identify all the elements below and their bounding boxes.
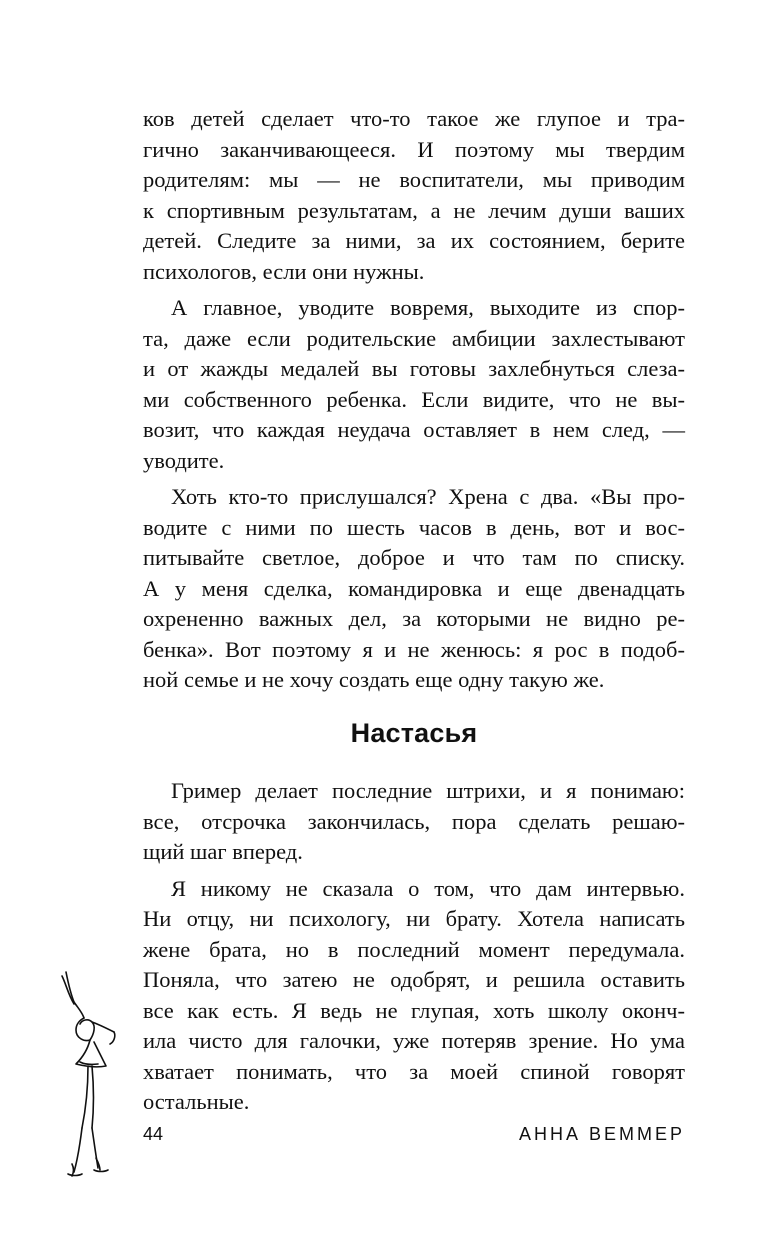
author-name: АННА ВЕММЕР — [518, 1124, 685, 1144]
paragraph — [143, 776, 685, 868]
text-line: ной семье и не хочу создать еще одну такую же. — [143, 667, 605, 692]
text-line: и от жажды медалей вы готовы захлебнуться слеза- — [143, 356, 685, 381]
text-line: Хоть кто-то прислушался? Хрена с два. «Вы про- — [171, 484, 685, 509]
paragraph — [143, 482, 685, 696]
paragraph — [143, 874, 685, 1118]
paragraph — [143, 293, 685, 476]
text-line: ми собственного ребенка. Если видите, что не вы- — [143, 386, 685, 412]
text-line: А главное, уводите вовремя, выходите из спор- — [171, 295, 685, 320]
text-line: все, отсрочка закончилась, пора сделать решаю- — [143, 808, 685, 834]
text-line: та, даже если родительские амбиции захлестывают — [143, 325, 685, 351]
text-line: водите с ними по шесть часов в день, вот и вос- — [143, 514, 685, 540]
text-line: возит, что каждая неудача оставляет в нем след, — — [143, 417, 685, 442]
text-line: питывайте светлое, доброе и что там по списку. — [143, 545, 685, 570]
figure-skater-icon — [44, 968, 134, 1188]
text-line: ила чисто для галочки, уже потеряв зрение. Но ума — [143, 1028, 685, 1053]
text-line: жене брата, но в последний момент передумала. — [143, 936, 685, 962]
page-footer — [143, 1124, 685, 1150]
page-number: 44 — [143, 1124, 164, 1144]
text-line: уводите. — [143, 447, 225, 473]
text-line: А у меня сделка, командировка и еще двенадцать — [143, 575, 685, 601]
text-line: гично заканчивающееся. И поэтому мы твердим — [143, 136, 685, 162]
text-line: психологов, если они нужны. — [143, 258, 425, 284]
page-text-top — [143, 104, 685, 696]
text-line: все как есть. Я ведь не глупая, хоть школу оконч- — [143, 997, 685, 1023]
text-line: остальные. — [143, 1089, 250, 1114]
text-line: Гример делает последние штрихи, и я понимаю: — [171, 778, 685, 803]
text-line: Поняла, что затею не одобрят, и решила оставить — [143, 967, 685, 992]
text-line: хватает понимать, что за моей спиной говорят — [143, 1058, 685, 1084]
text-line: охрененно важных дел, за которыми не видно ре- — [143, 606, 685, 631]
text-line: Я никому не сказала о том, что дам интервью. — [171, 875, 685, 901]
text-line: ков детей сделает что-то такое же глупое и тра- — [143, 106, 685, 131]
paragraph — [143, 104, 685, 287]
text-line: к спортивным результатам, а не лечим души ваших — [143, 197, 685, 223]
text-line: родителям: мы — не воспитатели, мы приводим — [143, 167, 685, 192]
text-line: детей. Следите за ними, за их состоянием, берите — [143, 228, 685, 253]
text-line: Ни отцу, ни психологу, ни брату. Хотела написать — [143, 906, 685, 931]
chapter-title: Настасья — [350, 718, 478, 748]
text-line: щий шаг вперед. — [143, 839, 303, 864]
page-text-bottom — [143, 776, 685, 1118]
text-line: бенка». Вот поэтому я и не женюсь: я рос в подоб- — [143, 636, 685, 662]
